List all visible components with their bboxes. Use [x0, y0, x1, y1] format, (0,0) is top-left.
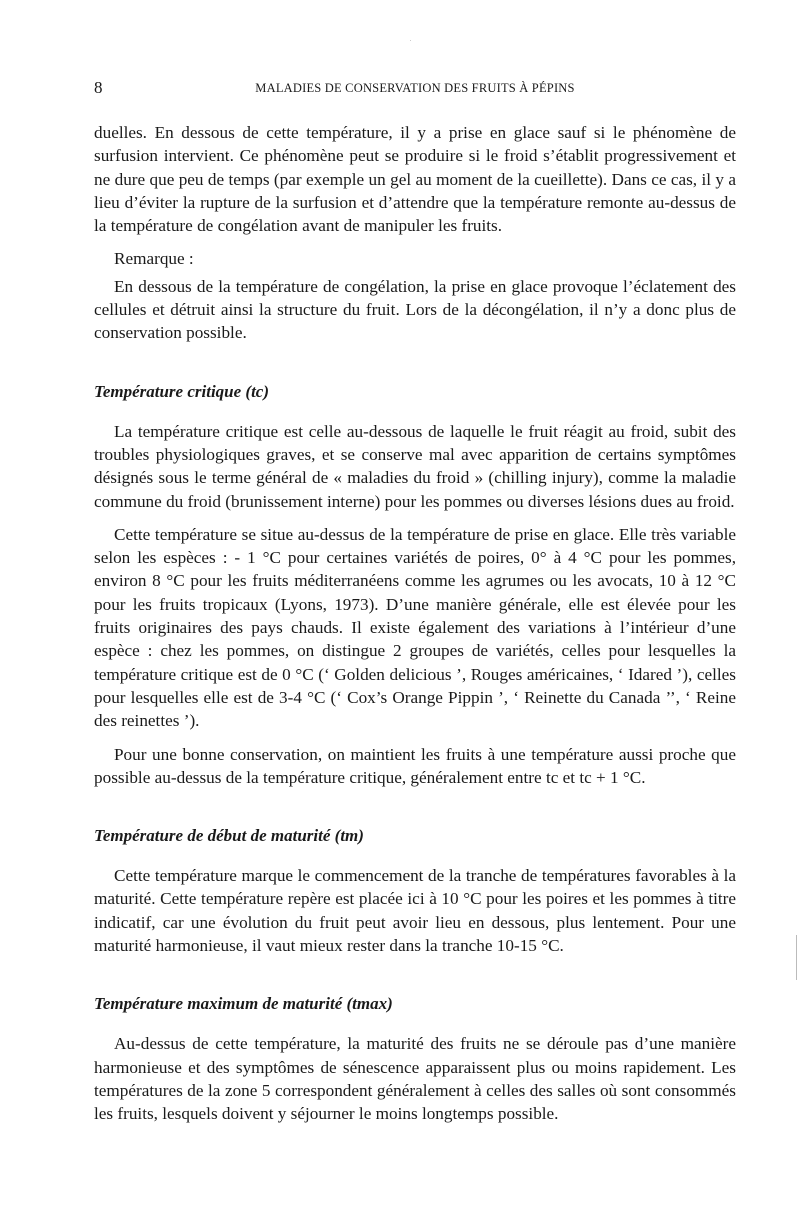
critical-temperature-paragraph-3: Pour une bonne conservation, on maintient les fruits à une température aussi proche que possible au-dessus de la température critique, généralement entre tc et tc + 1 °C.: [94, 744, 736, 787]
page-number: 8: [94, 78, 103, 97]
scan-margin-mark: [796, 935, 797, 980]
critical-temperature-paragraph-2: Cette température se situe au-dessus de la température de prise en glace. Elle très variable selon les espèces : - 1 °C pour certaines variétés de poires, 0° à 4 °C pour les pommes, environ 8 °C pour les fruits méditerranéens comme les agrumes ou les avocats, 10 à 12 °C pour les fruits tropicaux (Lyons, 1973). D’une manière générale, elle est élevée pour les fruits originaires des pays chauds. Il existe également des variations à l’intérieur d’une espèce : chez les pommes, on distingue 2 groupes de variétés, celles pour lesquelles la température critique est de 0 °C (‘ Golden delicious ’, Rouges américaines, ‘ Idared ’), celles pour lesquelles elle est de 3-4 °C (‘ Cox’s Orange Pippin ’, ‘ Reinette du Canada ’’, ‘ Reine des reinettes ’).: [94, 524, 736, 731]
running-title: MALADIES DE CONSERVATION DES FRUITS À PÉPINS: [255, 81, 575, 95]
body-text: [94, 121, 736, 1136]
maximum-maturity-paragraph: Au-dessus de cette température, la maturité des fruits ne se déroule pas d’une manière harmonieuse et des symptômes de sénescence apparaissent plus ou moins rapidement. Les températures de la zone 5 correspondent généralement à celles des salles où sont consommés les fruits, lesquels doivent y séjourner le moins longtemps possible.: [94, 1034, 736, 1124]
critical-temperature-paragraph-1: La température critique est celle au-dessous de laquelle le fruit réagit au froid, subit des troubles physiologiques graves, et se conserve mal avec apparition de certains symptômes désignés sous le terme général de « maladies du froid » (chilling injury), comme la maladie commune du froid (brunissement interne) pour les pommes ou diverses lésions dues au froid.: [94, 421, 736, 511]
section-heading-maturity-start-temperature: Température de début de maturité (tm): [94, 826, 364, 846]
section-heading-critical-temperature: Température critique (tc): [94, 381, 270, 401]
remark-label: Remarque :: [114, 249, 194, 269]
section-heading-maximum-maturity-temperature: Température maximum de maturité (tmax): [94, 994, 393, 1014]
remark-text: En dessous de la température de congélation, la prise en glace provoque l’éclatement des cellules et détruit ainsi la structure du fruit. Lors de la décongélation, il n’y a donc plus de conservation possible.: [94, 276, 736, 343]
maturity-start-paragraph: Cette température marque le commencement de la tranche de températures favorables à la maturité. Cette température repère est placée ici à 10 °C pour les poires et les pommes à titre indicatif, car une évolution du fruit peut avoir lieu en dessous, plus lentement. Pour une maturité harmonieuse, il vaut mieux rester dans la tranche 10-15 °C.: [94, 866, 736, 956]
scan-speck: [410, 40, 411, 41]
continuation-paragraph: duelles. En dessous de cette température, il y a prise en glace sauf si le phénomène de surfusion intervient. Ce phénomène peut se produire si le froid s’établit progressivement et ne dure que peu de temps (par exemple un gel au moment de la cueillette). Dans ce cas, il y a lieu d’éviter la rupture de la surfusion et d’attendre que la température remonte au-dessus de la température de congélation avant de manipuler les fruits.: [94, 123, 736, 236]
page-header: [94, 78, 736, 100]
